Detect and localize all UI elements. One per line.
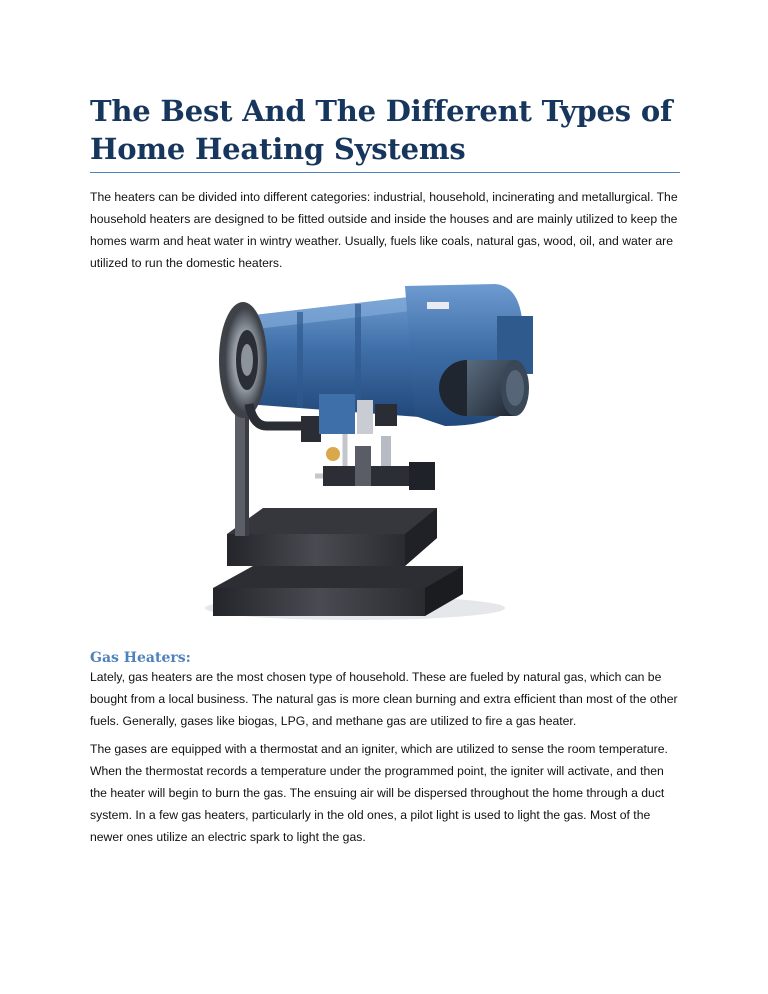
title-underline <box>90 172 680 173</box>
page-title: The Best And The Different Types of Home Heating Systems <box>90 94 673 166</box>
heater-image <box>205 276 545 626</box>
section-heading-gas-heaters: Gas Heaters: <box>90 650 191 666</box>
intro-paragraph: The heaters can be divided into different categories: industrial, household, incinerating and metallurgical. The household heaters are designed to be fitted outside and inside the houses and are mainly utilized to keep the homes warm and heat water in wintry weather. Usually, fuels like coals, natural gas, wood, oil, and water are utilized to run the domestic heaters. <box>90 190 678 270</box>
gas-heaters-paragraph-2: The gases are equipped with a thermostat and an igniter, which are utilized to sense the room temperature. When the thermostat records a temperature under the programmed point, the igniter will activate, and then the heater will begin to burn the gas. The ensuing air will be dispersed throughout the home through a duct system. In a few gas heaters, particularly in the old ones, a pilot light is used to light the gas. Most of the newer ones utilize an electric spark to light the gas. <box>90 742 668 844</box>
gas-burner-heater-illustration <box>205 276 545 626</box>
gas-heaters-paragraph-1: Lately, gas heaters are the most chosen type of household. These are fueled by natural gas, which can be bought from a local business. The natural gas is more clean burning and extra efficient than most of the other fuels. Generally, gases like biogas, LPG, and methane gas are utilized to fire a gas heater. <box>90 670 678 728</box>
